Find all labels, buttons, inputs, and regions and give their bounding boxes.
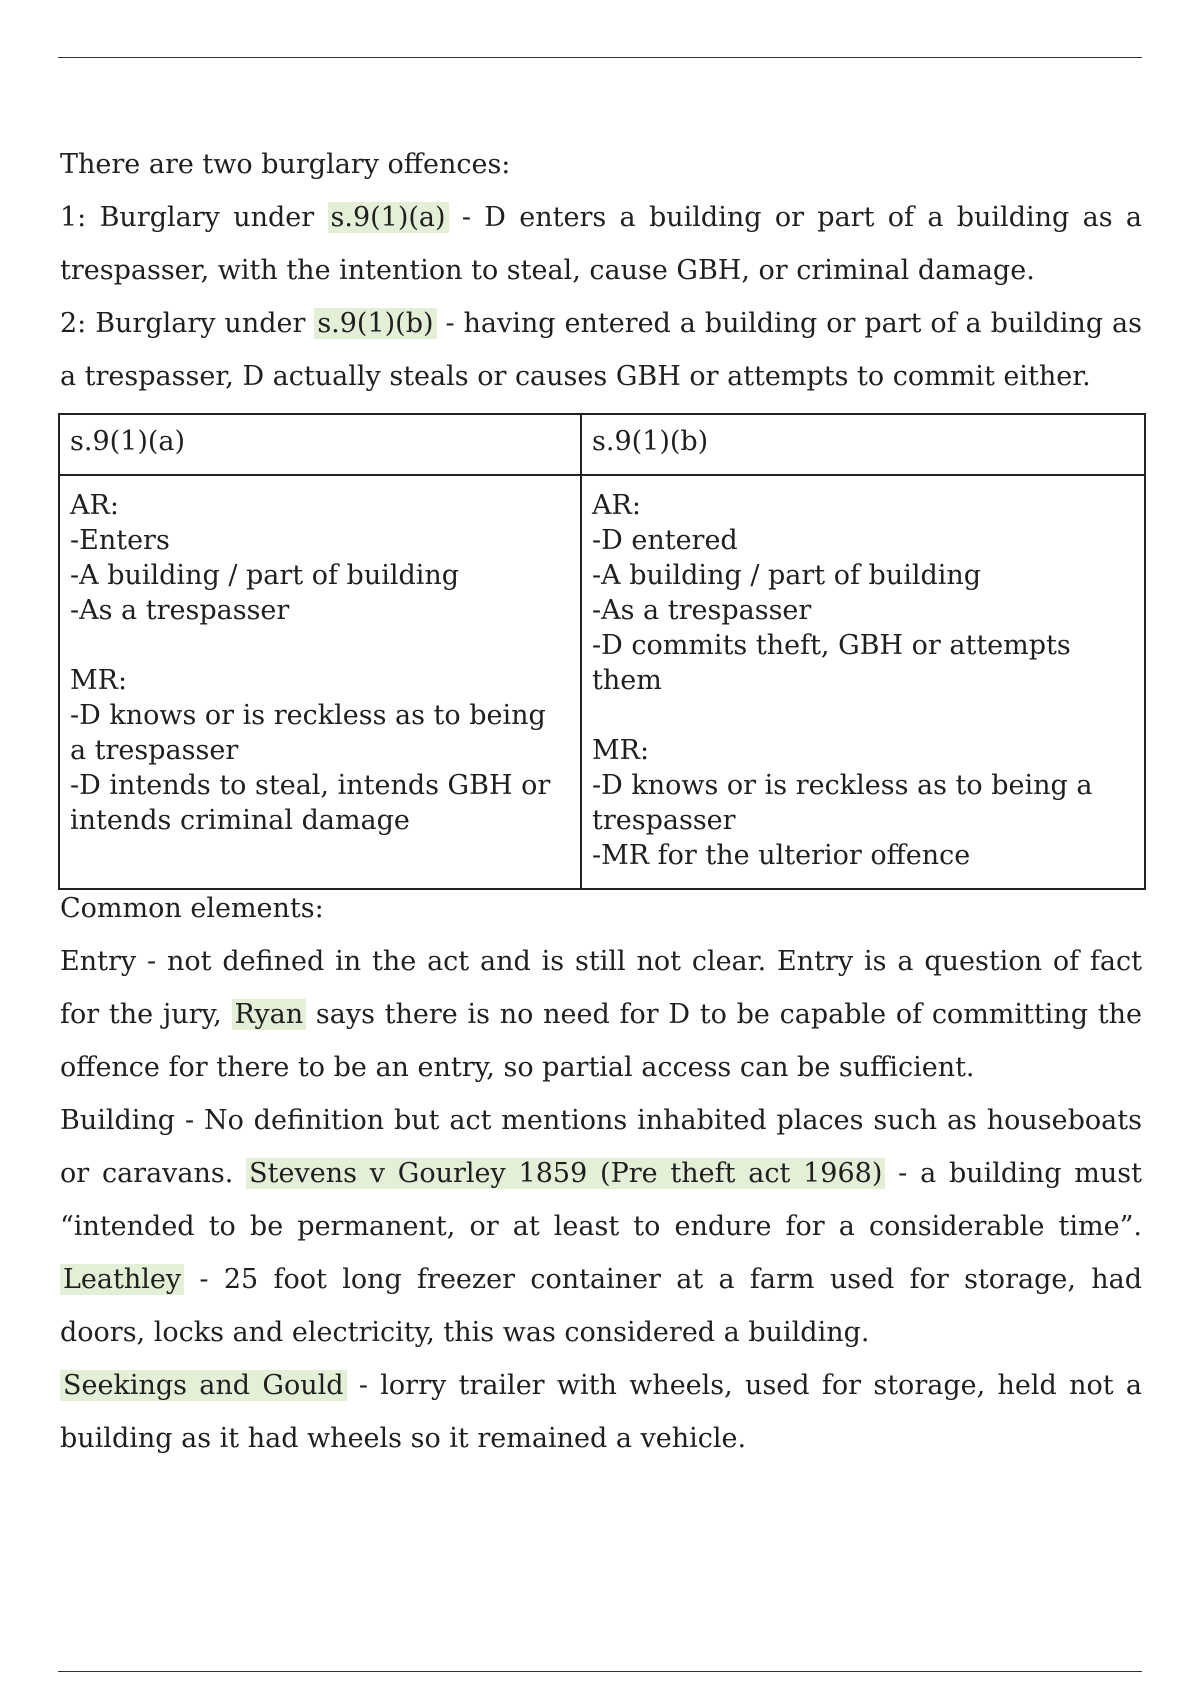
building-paragraph	[60, 1094, 1142, 1359]
offence-1-prefix: 1: Burglary under	[60, 202, 328, 233]
case-leathley-highlight: Leathley	[60, 1264, 184, 1295]
col1-line: -D intends to steal, intends GBH or intends criminal damage	[70, 770, 551, 836]
offence-1-section-highlight: s.9(1)(a)	[328, 202, 449, 233]
col2-line: -D knows or is reckless as to being a trespasser	[592, 770, 1093, 836]
top-rule	[58, 57, 1142, 58]
intro-paragraph: There are two burglary offences:	[60, 149, 511, 180]
table-header-col1: s.9(1)(a)	[59, 414, 581, 475]
seekings-paragraph	[60, 1359, 1142, 1465]
offence-1-paragraph	[60, 191, 1142, 297]
col2-line: -D commits theft, GBH or attempts them	[592, 630, 1071, 696]
bottom-rule	[58, 1671, 1142, 1672]
offence-2-text: - having entered a building or part of a building as a trespasser, D actually steals or causes GBH or attempts to commit either.	[60, 308, 1142, 392]
col1-line: MR:	[70, 665, 128, 696]
table-body-row	[59, 475, 1145, 889]
building-text-1: Building - No definition but act mentions inhabited places such as houseboats or caravans.	[60, 1105, 1142, 1189]
table-header-row	[59, 414, 1145, 475]
common-elements-heading: Common elements:	[60, 893, 324, 924]
table-cell-col1	[59, 475, 581, 889]
entry-text-2: says there is no need for D to be capable of committing the offence for there to be an entry, so partial access can be sufficient.	[60, 999, 1142, 1083]
col2-spacer	[592, 698, 1134, 733]
offence-2-paragraph	[60, 297, 1142, 403]
case-ryan-highlight: Ryan	[232, 999, 307, 1030]
entry-paragraph	[60, 935, 1142, 1094]
col1-line: -D knows or is reckless as to being a trespasser	[70, 700, 546, 766]
table-header-col2: s.9(1)(b)	[581, 414, 1145, 475]
col1-line: -A building / part of building	[70, 560, 460, 591]
col2-line: -D entered	[592, 525, 738, 556]
seekings-text: - lorry trailer with wheels, used for storage, held not a building as it had wheels so it remained a vehicle.	[60, 1370, 1143, 1454]
building-text-3: - 25 foot long freezer container at a farm used for storage, had doors, locks and electricity, this was considered a building.	[60, 1264, 1142, 1348]
entry-text-1: Entry - not defined in the act and is still not clear. Entry is a question of fact for the jury,	[60, 946, 1142, 1030]
case-seekings-highlight: Seekings and Gould	[60, 1370, 347, 1401]
offence-1-text: - D enters a building or part of a building as a trespasser, with the intention to steal, cause GBH, or criminal damage.	[60, 202, 1142, 286]
col2-line: MR:	[592, 735, 650, 766]
col2-line: -As a trespasser	[592, 595, 812, 626]
col1-spacer	[70, 628, 570, 663]
col1-line: -Enters	[70, 525, 170, 556]
elements-table	[58, 413, 1146, 890]
col1-line: AR:	[70, 490, 119, 521]
col2-line: -A building / part of building	[592, 560, 982, 591]
col2-line: -MR for the ulterior offence	[592, 840, 971, 871]
case-stevens-highlight: Stevens v Gourley 1859 (Pre theft act 1968)	[246, 1158, 885, 1189]
building-text-2: - a building must “intended to be permanent, or at least to endure for a considerable time”.	[60, 1158, 1142, 1242]
document-body	[60, 138, 1142, 1465]
table-cell-col2	[581, 475, 1145, 889]
offence-2-prefix: 2: Burglary under	[60, 308, 315, 339]
col2-line: AR:	[592, 490, 641, 521]
col1-line: -As a trespasser	[70, 595, 290, 626]
offence-2-section-highlight: s.9(1)(b)	[314, 308, 436, 339]
